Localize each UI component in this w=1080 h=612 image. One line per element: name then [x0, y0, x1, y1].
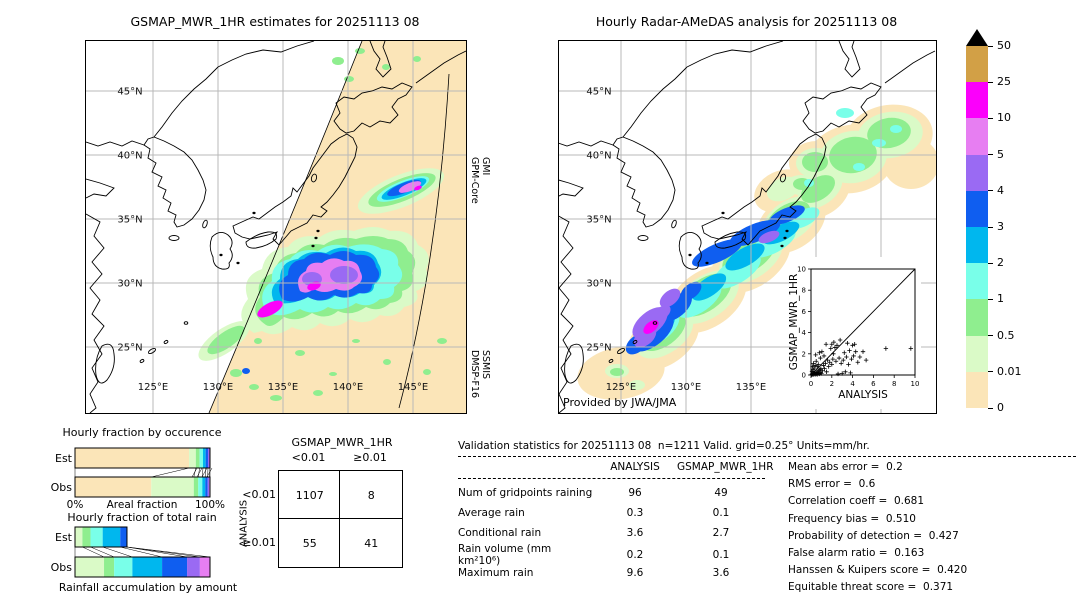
inset-xlabel: ANALYSIS: [838, 389, 888, 401]
svg-text:8: 8: [801, 286, 806, 295]
gsmap-estimate-map: [85, 40, 467, 414]
occurrence-est-label: Est: [55, 452, 72, 465]
lon-tick-label: 135°E: [735, 382, 767, 393]
stats-row-label: Conditional rain: [458, 527, 542, 539]
occurrence-tick-0: 0%: [66, 499, 84, 511]
colorbar-tick: [988, 335, 993, 336]
satellite-label-dmsp-line2: SSMIS: [480, 350, 491, 380]
colorbar-tick: [988, 154, 993, 155]
lat-tick-label: 45°N: [586, 86, 612, 98]
colorbar-tick-label: 2: [997, 256, 1004, 270]
contingency-col-header-lt: <0.01: [291, 451, 326, 464]
score-line: Correlation coeff = 0.681: [788, 495, 924, 508]
colorbar-tick: [988, 118, 993, 119]
colorbar-band-0.5: [966, 336, 988, 373]
hatch-line: [192, 468, 197, 477]
contingency-row-header-ge: ≥0.01: [242, 536, 276, 549]
map-credit: Provided by JWA/JMA: [563, 396, 677, 409]
colorbar-tick-label: 25: [997, 75, 1011, 89]
lat-tick-label: 35°N: [117, 214, 143, 226]
stats-row: [458, 483, 765, 503]
stats-col-spacer: [458, 461, 593, 473]
lat-tick-label: 35°N: [586, 214, 612, 226]
contingency-table: [278, 470, 403, 568]
stats-row: [458, 523, 765, 543]
lon-tick-label: 130°E: [202, 382, 234, 393]
svg-text:2: 2: [801, 350, 806, 359]
precip-colorbar: [966, 28, 1076, 418]
totalrain-obs-label: Obs: [50, 561, 72, 574]
stats-col-headers: [458, 461, 774, 473]
score-line: Frequency bias = 0.510: [788, 512, 916, 525]
colorbar-band-3: [966, 227, 988, 264]
colorbar-tick-label: 50: [997, 39, 1011, 52]
stats-scores: [788, 459, 967, 597]
score-line: False alarm ratio = 0.163: [788, 547, 925, 560]
stats-divider-mid: [458, 478, 765, 479]
stats-row-value: 0.3: [626, 507, 644, 519]
lat-tick-label: 30°N: [117, 278, 143, 290]
score-line: RMS error = 0.6: [788, 478, 876, 491]
colorbar-band-50: [966, 46, 988, 83]
contingency-row-axis: ANALYSIS: [238, 499, 250, 548]
totalrain-title: Hourly fraction of total rain: [67, 511, 217, 524]
score-line: Probability of detection = 0.427: [788, 529, 959, 542]
colorbar-tick-label: 10: [997, 111, 1011, 125]
inset-scatter: [788, 257, 921, 409]
lon-tick-label: 140°E: [332, 382, 364, 393]
totalrain-chart: [51, 511, 238, 594]
svg-text:6: 6: [801, 307, 806, 316]
colorbar-tick: [988, 190, 993, 191]
svg-text:0: 0: [801, 371, 806, 380]
stats-row-value: 3.6: [626, 527, 644, 539]
colorbar-tick: [988, 371, 993, 372]
colorbar-tick-label: 1: [997, 292, 1004, 306]
lon-tick-label: 135°E: [267, 382, 299, 393]
svg-text:8: 8: [891, 380, 897, 388]
lat-tick-label: 25°N: [117, 342, 143, 354]
totalrain-est-label: Est: [55, 531, 72, 544]
colorbar-tick: [988, 82, 993, 83]
satellite-label-gpm: [469, 157, 491, 204]
occurrence-obs-label: Obs: [50, 481, 72, 494]
contingency-cell-hits-none: 1107: [295, 488, 324, 502]
stats-col-gsmap: GSMAP_MWR_1HR: [677, 461, 774, 473]
stats-row-label: Average rain: [458, 507, 525, 519]
stats-row-label: Rain volume (mm km²10⁶): [458, 543, 552, 567]
occurrence-xlabel: Areal fraction: [106, 499, 178, 511]
colorbar-tick-label: 0.01: [997, 364, 1022, 378]
colorbar-band-5: [966, 155, 988, 192]
colorbar-band-2: [966, 263, 988, 300]
colorbar-tick-label: 3: [997, 220, 1004, 233]
colorbar-band-25: [966, 82, 988, 119]
stats-col-analysis: ANALYSIS: [610, 461, 660, 473]
colorbar-tick: [988, 46, 993, 47]
contingency-cell-hits: 41: [364, 536, 379, 550]
stats-row-value: 9.6: [626, 567, 644, 579]
inset-ylabel: GSMAP_MWR_1HR: [788, 273, 800, 371]
colorbar-band-1: [966, 299, 988, 336]
lat-tick-label: 25°N: [586, 342, 612, 354]
lon-tick-label: 130°E: [670, 382, 702, 393]
contingency-cell-miss: 55: [302, 536, 317, 550]
colorbar-band-4: [966, 191, 988, 228]
stats-row-value: 0.1: [712, 507, 730, 519]
stats-rows: [458, 483, 765, 583]
score-line: Equitable threat score = 0.371: [788, 581, 954, 594]
stats-row-value: 0.2: [626, 549, 644, 561]
totalrain-caption: Rainfall accumulation by amount: [58, 581, 238, 594]
svg-text:4: 4: [850, 380, 855, 388]
occurrence-title: Hourly fraction by occurence: [62, 426, 222, 439]
lat-tick-label: 40°N: [117, 150, 143, 162]
colorbar-tick: [988, 263, 993, 264]
colorbar-overflow-triangle: [966, 29, 988, 46]
stats-row-value: 0.1: [712, 549, 730, 561]
satellite-label-dmsp-line1: DMSP-F16: [469, 350, 480, 399]
lon-tick-label: 125°E: [137, 382, 169, 393]
occurrence-chart: [51, 426, 225, 511]
stats-row: [458, 543, 765, 567]
colorbar-tick-label: 0.5: [997, 328, 1015, 342]
satellite-label-dmsp: [469, 350, 491, 398]
lon-tick-label: 125°E: [605, 382, 637, 393]
stats-row-label: Num of gridpoints raining: [458, 487, 593, 499]
stats-header: Validation statistics for 20251113 08 n=1211 Valid. grid=0.25° Units=mm/hr.: [458, 440, 870, 452]
right-map-title: Hourly Radar-AMeDAS analysis for 20251113 08: [595, 14, 898, 29]
radar-amedas-map: [558, 40, 937, 414]
svg-text:4: 4: [801, 329, 806, 338]
satellite-label-gpm-line2: GMI: [480, 157, 491, 176]
colorbar-tick-label: 4: [997, 183, 1004, 197]
colorbar-tick: [988, 408, 993, 409]
colorbar-tick: [988, 299, 993, 300]
colorbar-band-10: [966, 118, 988, 155]
svg-text:10: 10: [797, 265, 806, 274]
stats-divider-top: [458, 456, 1076, 457]
contingency-cell-false: 8: [367, 488, 375, 502]
left-map-title: GSMAP_MWR_1HR estimates for 20251113 08: [130, 14, 420, 29]
colorbar-tick-label: 5: [997, 147, 1004, 161]
colorbar-tick: [988, 227, 993, 228]
stats-row-value: 49: [714, 487, 728, 499]
lat-tick-label: 45°N: [117, 86, 143, 98]
colorbar-tick-label: 0: [997, 401, 1004, 414]
score-line: Mean abs error = 0.2: [788, 461, 903, 473]
svg-text:6: 6: [871, 380, 876, 388]
stats-row-label: Maximum rain: [458, 567, 534, 579]
contingency-row-header-lt: <0.01: [242, 488, 276, 501]
stats-row-value: 96: [628, 487, 642, 499]
lon-tick-label: 145°E: [397, 382, 429, 393]
occurrence-tick-100: 100%: [194, 499, 226, 511]
stats-row-value: 2.7: [712, 527, 730, 539]
svg-text:10: 10: [910, 380, 920, 388]
contingency-col-header-ge: ≥0.01: [353, 451, 387, 464]
contingency-title: GSMAP_MWR_1HR: [291, 436, 393, 449]
lat-tick-label: 30°N: [586, 278, 612, 290]
svg-text:0: 0: [808, 380, 814, 388]
lat-tick-label: 40°N: [586, 150, 612, 162]
score-line: Hanssen & Kuipers score = 0.420: [788, 564, 968, 577]
fraction-bars-chart: [40, 424, 250, 609]
svg-text:2: 2: [829, 380, 835, 388]
colorbar-band-0.01: [966, 372, 988, 409]
satellite-label-gpm-line1: GPM-Core: [469, 157, 480, 204]
stats-row: [458, 503, 765, 523]
stats-row-value: 3.6: [712, 567, 730, 579]
